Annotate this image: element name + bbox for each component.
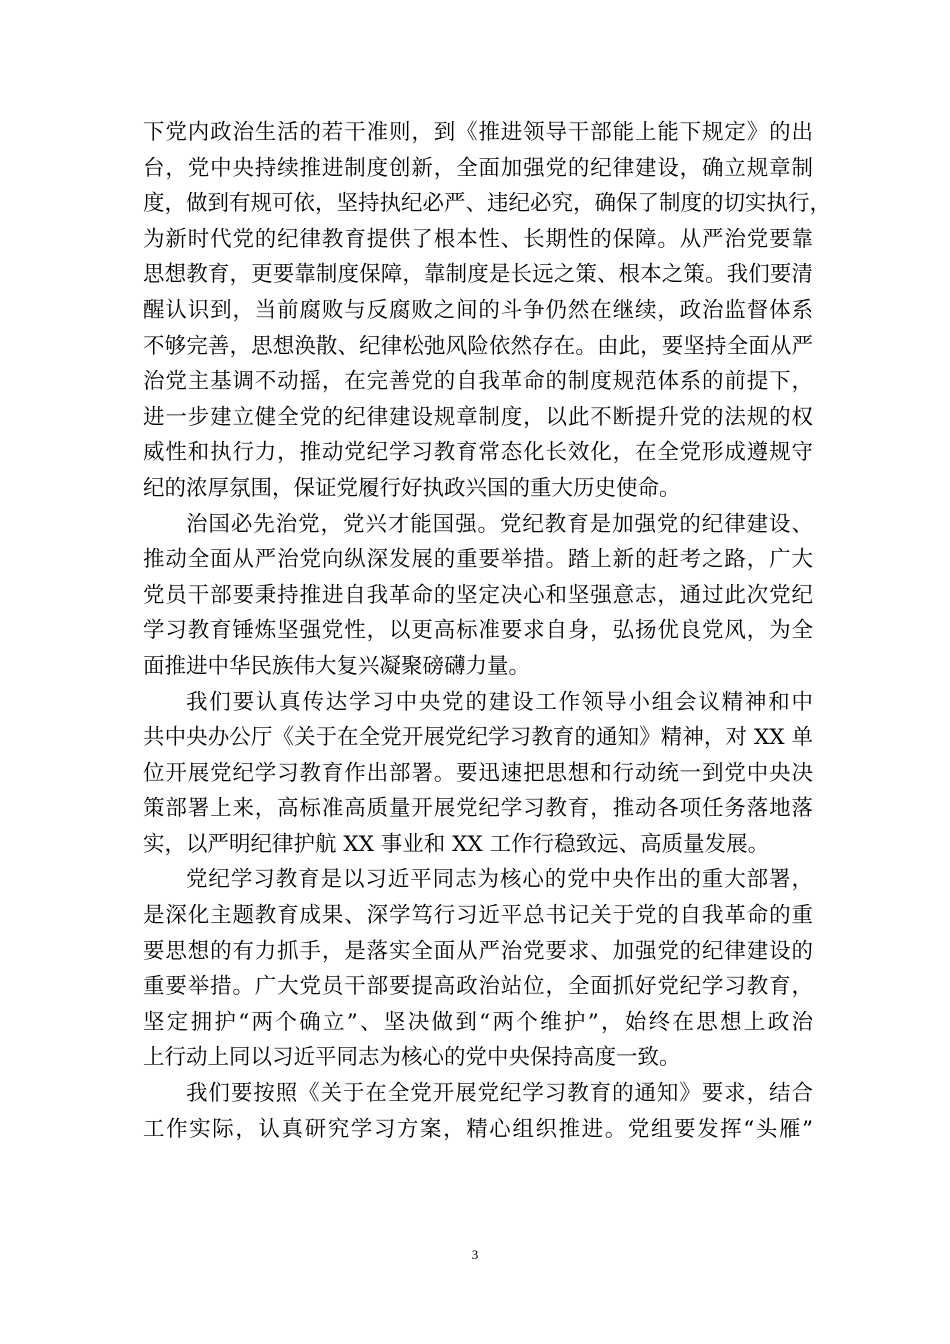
text-line: 实，以严明纪律护航 XX 事业和 XX 工作行稳致远、高质量发展。 <box>143 831 770 857</box>
text-line: 党纪学习教育是以习近平同志为核心的党中央作出的重大部署， <box>186 867 813 893</box>
text-line: 策部署上来，高标准高质量开展党纪学习教育，推动各项任务落地落 <box>143 796 813 822</box>
page-number: 3 <box>471 1247 479 1262</box>
text-line: 工作实际，认真研究学习方案，精心组织推进。党组要发挥“头雁” <box>143 1116 813 1142</box>
text-line: 学习教育锤炼坚强党性，以更高标准要求自身，弘扬优良党风，为全 <box>143 618 813 644</box>
body-text <box>143 115 832 1147</box>
text-line: 下党内政治生活的若干准则，到《推进领导干部能上能下规定》的出 <box>143 120 813 145</box>
text-line: 坚定拥护“两个确立”、坚决做到“两个维护”，始终在思想上政治 <box>143 1009 813 1035</box>
text-line: 治国必先治党，党兴才能国强。党纪教育是加强党的纪律建设、 <box>186 511 813 537</box>
text-line: 面推进中华民族伟大复兴凝聚磅礴力量。 <box>143 653 531 679</box>
text-line: 要思想的有力抓手，是落实全面从严治党要求、加强党的纪律建设的 <box>143 938 813 964</box>
text-line: 推动全面从严治党向纵深发展的重要举措。踏上新的赶考之路，广大 <box>143 547 813 573</box>
text-line: 为新时代党的纪律教育提供了根本性、长期性的保障。从严治党要靠 <box>143 226 813 252</box>
text-line: 不够完善，思想涣散、纪律松弛风险依然存在。由此，要坚持全面从严 <box>143 333 813 359</box>
text-line: 共中央办公厅《关于在全党开展党纪学习教育的通知》精神，对 XX 单 <box>143 725 813 751</box>
text-line: 纪的浓厚氛围，保证党履行好执政兴国的重大历史使命。 <box>143 475 681 501</box>
text-line: 思想教育，更要靠制度保障，靠制度是长远之策、根本之策。我们要清 <box>143 262 813 288</box>
text-line: 威性和执行力，推动党纪学习教育常态化长效化，在全党形成遵规守 <box>143 440 813 466</box>
text-line: 重要举措。广大党员干部要提高政治站位，全面抓好党纪学习教育， <box>143 974 813 1000</box>
text-line: 党员干部要秉持推进自我革命的坚定决心和坚强意志，通过此次党纪 <box>143 582 813 608</box>
text-line: 醒认识到，当前腐败与反腐败之间的斗争仍然在继续，政治监督体系 <box>143 297 813 323</box>
text-line: 我们要按照《关于在全党开展党纪学习教育的通知》要求，结合 <box>186 1081 813 1107</box>
text-line: 上行动上同以习近平同志为核心的党中央保持高度一致。 <box>143 1045 681 1071</box>
text-line: 我们要认真传达学习中央党的建设工作领导小组会议精神和中 <box>186 689 813 715</box>
text-line: 进一步建立健全党的纪律建设规章制度，以此不断提升党的法规的权 <box>143 404 813 430</box>
text-line: 台，党中央持续推进制度创新，全面加强党的纪律建设，确立规章制 <box>143 155 813 181</box>
text-line: 是深化主题教育成果、深学笃行习近平总书记关于党的自我革命的重 <box>143 903 813 929</box>
text-line: 位开展党纪学习教育作出部署。要迅速把思想和行动统一到党中央决 <box>143 760 813 786</box>
text-line: 治党主基调不动摇，在完善党的自我革命的制度规范体系的前提下， <box>143 369 813 395</box>
text-line: 度，做到有规可依，坚持执纪必严、违纪必究，确保了制度的切实执行， <box>143 191 832 217</box>
